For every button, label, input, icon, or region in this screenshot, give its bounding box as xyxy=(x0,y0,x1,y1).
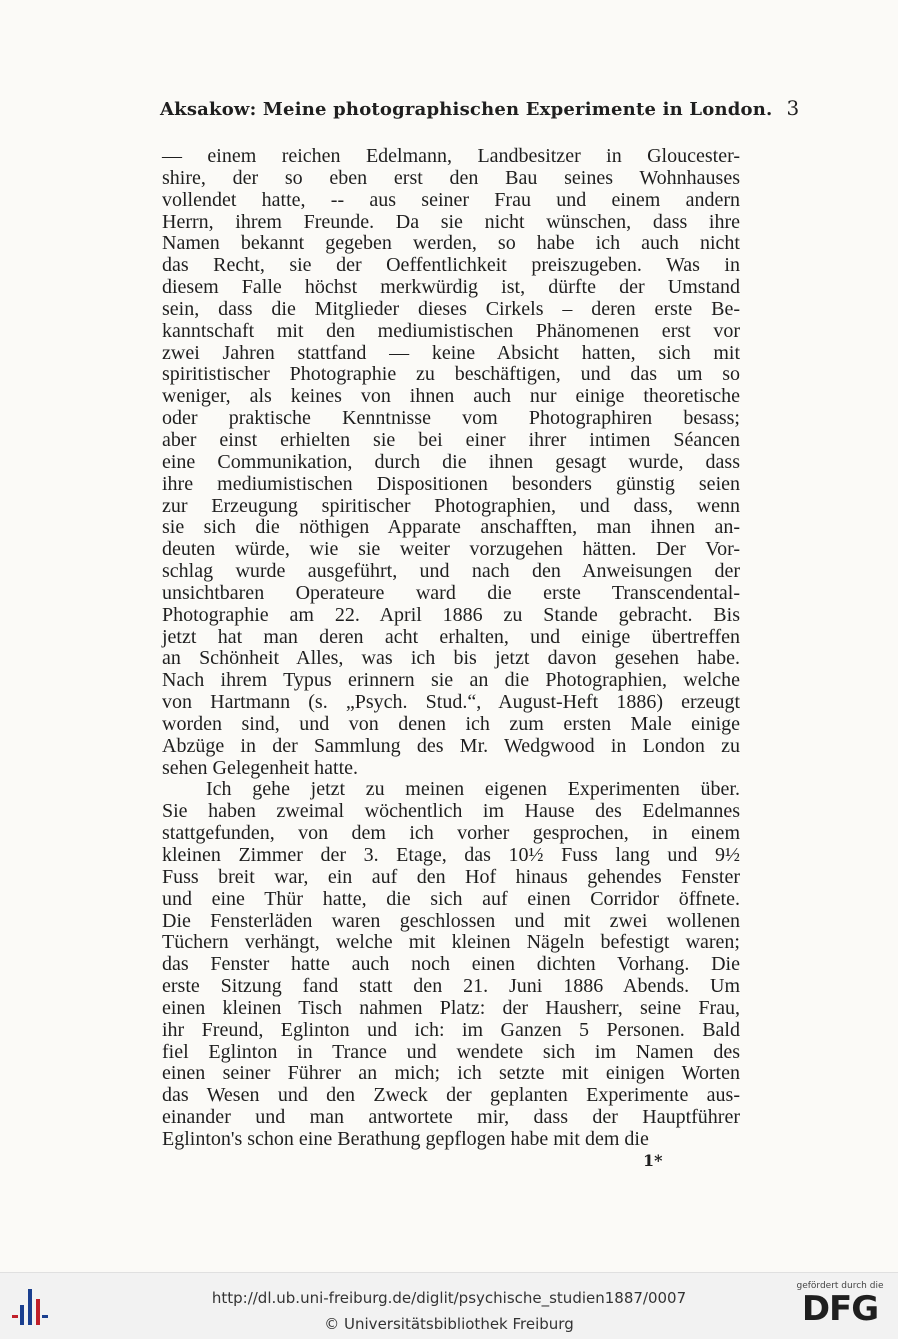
text-line: sie sich die nöthigen Apparate anschafften, man ihnen an- xyxy=(162,516,740,539)
dfg-tagline: gefördert durch die xyxy=(796,1281,884,1291)
text-line: ihre mediumistischen Dispositionen besonders günstig seien xyxy=(162,472,740,495)
text-line: das Recht, sie der Oeffentlichkeit preiszugeben. Was in xyxy=(162,254,740,277)
text-line: einen kleinen Tisch nahmen Platz: der Hausherr, seine Frau, xyxy=(162,996,740,1019)
copyright-notice: © Universitätsbibliothek Freiburg xyxy=(324,1315,574,1333)
text-line: Die Fensterläden waren geschlossen und mit zwei wollenen xyxy=(162,909,740,932)
signature-mark: 1* xyxy=(643,1151,663,1170)
text-line: kanntschaft mit den mediumistischen Phänomenen erst vor xyxy=(162,319,740,342)
text-line: sehen Gelegenheit hatte. xyxy=(162,756,359,779)
text-line: ihr Freund, Eglinton und ich: im Ganzen 5 Personen. Bald xyxy=(162,1018,740,1041)
text-line: kleinen Zimmer der 3. Etage, das 10½ Fuss lang und 9½ xyxy=(162,844,740,866)
body-text xyxy=(162,146,740,1151)
text-line: einander und man antwortete mir, dass der Hauptführer xyxy=(162,1106,740,1129)
text-line: vollendet hatte, -- aus seiner Frau und einem andern xyxy=(162,188,740,211)
text-line: fiel Eglinton in Trance und wendete sich im Namen des xyxy=(162,1040,740,1063)
text-line: das Wesen und den Zweck der geplanten Experimente aus- xyxy=(162,1084,740,1107)
text-line: sein, dass die Mitglieder dieses Cirkels – deren erste Be- xyxy=(162,297,740,320)
text-line: Fuss breit war, ein auf den Hof hinaus gehendes Fenster xyxy=(162,865,740,888)
text-line: diesem Falle höchst merkwürdig ist, dürfte der Umstand xyxy=(162,276,740,299)
text-line: shire, der so eben erst den Bau seines Wohnhauses xyxy=(162,166,740,189)
running-head xyxy=(160,96,800,120)
text-line: zur Erzeugung spiritischer Photographien, und dass, wenn xyxy=(162,494,740,517)
permalink-url[interactable]: http://dl.ub.uni-freiburg.de/diglit/psychische_studien1887/0007 xyxy=(211,1289,687,1307)
text-line: weniger, als keines von ihnen auch nur einige theoretische xyxy=(162,385,740,408)
text-line: und eine Thür hatte, die sich auf einen Corridor öffnete. xyxy=(162,887,740,910)
text-line: Nach ihrem Typus erinnern sie an die Photographien, welche xyxy=(162,669,740,692)
text-line: aber einst erhielten sie bei einer ihrer intimen Séancen xyxy=(162,428,740,451)
text-line: das Fenster hatte auch noch einen dichten Vorhang. Die xyxy=(162,953,740,976)
text-line: erste Sitzung fand statt den 21. Juni 1886 Abends. Um xyxy=(162,975,740,998)
text-line: an Schönheit Alles, was ich bis jetzt davon gesehen habe. xyxy=(162,647,740,670)
text-line: stattgefunden, von dem ich vorher gesprochen, in einem xyxy=(162,822,740,845)
text-line: — einem reichen Edelmann, Landbesitzer in Gloucester- xyxy=(162,145,740,167)
text-line: Tüchern verhängt, welche mit kleinen Nägeln befestigt waren; xyxy=(162,931,740,954)
text-line: schlag wurde ausgeführt, und nach den Anweisungen der xyxy=(162,560,740,583)
text-line: jetzt hat man deren acht erhalten, und einige übertreffen xyxy=(162,625,740,648)
text-line: Abzüge in der Sammlung des Mr. Wedgwood in London zu xyxy=(162,734,740,757)
text-line: Sie haben zweimal wöchentlich im Hause des Edelmannes xyxy=(162,800,740,823)
page-number: 3 xyxy=(786,96,800,120)
text-line: von Hartmann (s. „Psych. Stud.“, August-Heft 1886) erzeugt xyxy=(162,691,740,714)
text-line: einen seiner Führer an mich; ich setzte mit einigen Worten xyxy=(162,1062,740,1085)
dfg-logo: DFG xyxy=(801,1289,879,1329)
text-line: deuten würde, wie sie weiter vorzugehen hätten. Der Vor- xyxy=(162,538,740,561)
text-line: Eglinton's schon eine Berathung gepflogen habe mit dem die xyxy=(162,1127,649,1150)
text-line: unsichtbaren Operateure ward die erste Transcendental- xyxy=(162,581,740,604)
text-line: spiritistischer Photographie zu beschäftigen, und das um so xyxy=(162,363,740,386)
text-line: worden sind, und von denen ich zum ersten Male einige xyxy=(162,712,740,735)
text-line: zwei Jahren stattfand — keine Absicht hatten, sich mit xyxy=(162,341,740,364)
text-line: Namen bekannt gegeben werden, so habe ich auch nicht xyxy=(162,232,740,255)
text-line: Herrn, ihrem Freunde. Da sie nicht wünschen, dass ihre xyxy=(162,210,740,233)
text-line: Photographie am 22. April 1886 zu Stande gebracht. Bis xyxy=(162,603,740,626)
text-line: oder praktische Kenntnisse vom Photographiren besass; xyxy=(162,407,740,430)
dfg-badge xyxy=(790,1281,890,1327)
running-head-title: Aksakow: Meine photographischen Experimente in London. xyxy=(160,99,773,120)
text-line: Ich gehe jetzt zu meinen eigenen Experimenten über. xyxy=(206,778,740,801)
text-line: eine Communikation, durch die ihnen gesagt wurde, dass xyxy=(162,450,740,473)
viewer-footer xyxy=(0,1272,898,1339)
